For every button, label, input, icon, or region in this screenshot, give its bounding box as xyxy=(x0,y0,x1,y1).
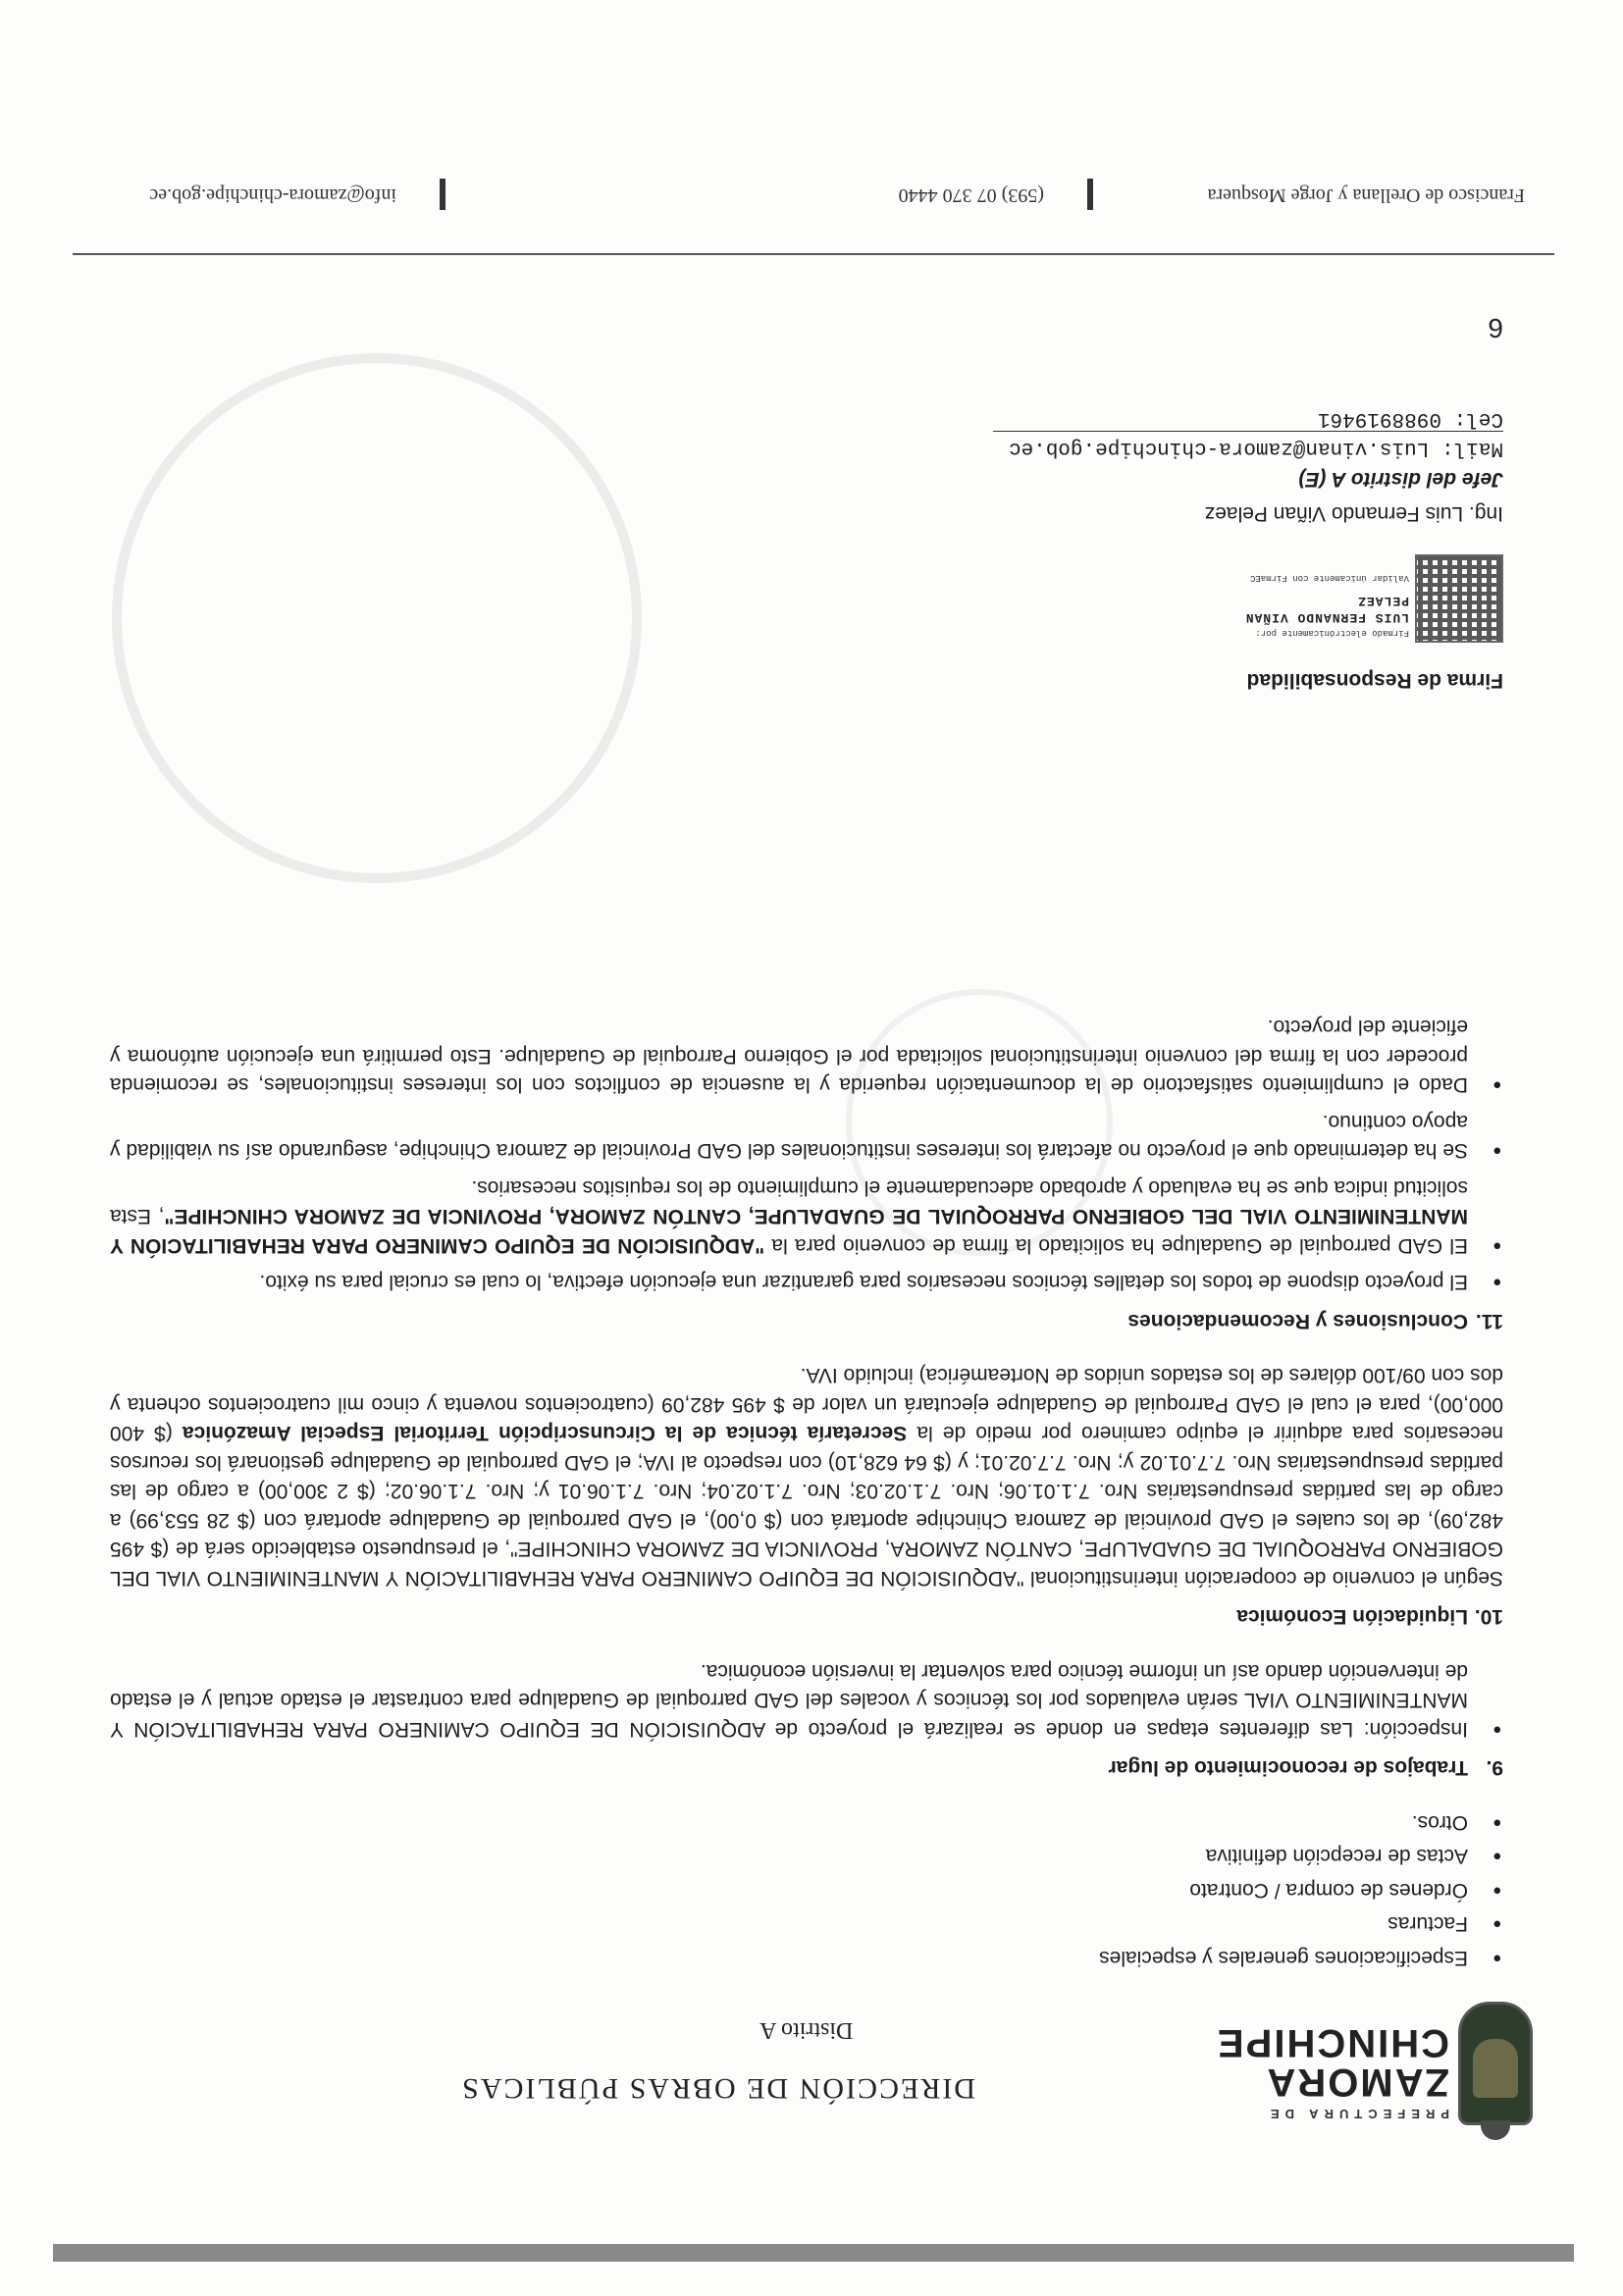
paragraph-text: ($ 400 000,00), para el cual el GAD Parroquial de Guadalupe ejecutará un valor de $ 495 482,09 (cuatrocientos noventa y cinco mil cuatrocientos ochenta y dos con 09/100 dólares de los estados unidos de Norteamérica) incluido IVA. xyxy=(110,1364,1503,1445)
section-number: 10. xyxy=(1474,1605,1503,1629)
list-item: • El proyecto dispone de todos los detalles técnicos necesarios para garantizar una ejecución efectiva, lo cual es crucial para su éxito. xyxy=(110,1268,1503,1297)
footer-address: Francisco de Orellana y Jorge Mosquera xyxy=(1207,184,1525,206)
list-item: • Dado el cumplimiento satisfactorio de la documentación requerida y la ausencia de conflictos con los intereses institucionales, se recomienda proceder con la firma del convenio interinstitucional solicitada por el Gobierno Parroquial de Guadalupe. Esto permitirá una ejecución autónoma y eficiente del proyecto. xyxy=(110,1013,1503,1100)
logo-zamora-text: ZAMORA xyxy=(1265,2061,1449,2104)
section-11-heading xyxy=(110,1307,1503,1336)
footer-phone: (593) 07 370 4440 xyxy=(898,184,1044,206)
crest-top xyxy=(1481,2120,1510,2140)
footer-separator xyxy=(1087,179,1093,210)
document-body xyxy=(110,1005,1503,1972)
footer-divider xyxy=(73,253,1554,255)
documents-list xyxy=(110,1808,1503,1973)
section-number: 11. xyxy=(1475,1310,1503,1332)
signer-role: Jefe del distrito A (E) xyxy=(1298,468,1503,491)
signature-underline xyxy=(993,431,1503,432)
conclusions-list xyxy=(110,1013,1503,1297)
item-text: , Esta solicitud indica que se ha evaluado y aprobado adecuadamente el cumplimiento de los requisitos necesarios. xyxy=(110,1176,1468,1228)
department-title: DIRECCIÓN DE OBRAS PÚBLICAS xyxy=(460,2072,975,2105)
page-number: 6 xyxy=(1488,313,1503,343)
qr-validation-text: Validar únicamente con FirmaEC xyxy=(1249,573,1409,583)
list-item: • Órdenes de compra / Contrato xyxy=(110,1876,1503,1905)
prefectura-logo xyxy=(1160,1992,1533,2129)
signer-name: Ing. Luis Fernando Viñan Pelaez xyxy=(1204,502,1503,525)
district-subtitle: Distrito A xyxy=(759,2017,854,2043)
qr-code-icon xyxy=(1415,554,1503,643)
section-9-list xyxy=(110,1657,1503,1745)
section-title: Trabajos de reconocimiento de lugar xyxy=(1108,1756,1468,1780)
signer-phone: Cel: 0988919461 xyxy=(1317,407,1503,430)
list-item: • Otros. xyxy=(110,1808,1503,1838)
section-10-paragraph xyxy=(110,1361,1503,1592)
section-10-heading xyxy=(110,1602,1503,1632)
qr-signer-name: LUIS FERNANDO VIÑAN xyxy=(1244,610,1409,625)
section-number: 9. xyxy=(1486,1756,1503,1780)
paragraph-text: Según el convenio de cooperación interinstitucional "ADQUISICIÓN DE EQUIPO CAMINERO PARA REHABILITACIÓN Y MANTENIMIENTO VIAL DEL GOBIERNO PARROQUIAL DE GUADALUPE, CANTÓN ZAMORA, PROVINCIA DE ZAMORA CHINCHIPE", el presupuesto establecido será de ($ 495 482,09), de los cuales el GAD provincial de Zamora Chinchipe aportará con ($ 0,00), el GAD parroquial de Guadalupe aportará con ($ 28 553,99) a cargo de las partidas presupuestarias Nro. 7.1.01.06; Nro. 7.1.02.03; Nro. 7.1.02.04; Nro. 7.1.06.01 y; Nro. 7.1.06.02; ($ 2 300,00) a cargo de las partidas presupuestarias Nro. 7.7.01.02 y; Nro. 7.7.02.01; y ($ 64 628,10) con respecto al IVA; el GAD parroquial de Guadalupe gestionará los recursos necesarios para adquirir el equipo caminero por medio de la xyxy=(110,1422,1503,1590)
logo-chinchipe-text: CHINCHIPE xyxy=(1215,2021,1449,2064)
section-title: Conclusiones y Recomendaciones xyxy=(1127,1310,1468,1332)
list-item: • Facturas xyxy=(110,1909,1503,1939)
shield-center xyxy=(1473,2039,1518,2098)
list-item: • Inspección: Las diferentes etapas en donde se realizará el proyecto de ADQUISICIÓN DE EQUIPO CAMINERO PARA REHABILITACIÓN Y MANTENIMIENTO VIAL serán evaluados por los técnicos y vocales del GAD parroquial de Guadalupe para contrastar el estado actual y el estado de intervención dando así un informe técnico para solventar la inversión económica. xyxy=(110,1657,1503,1745)
section-title: Liquidación Económica xyxy=(1236,1605,1468,1629)
watermark-seal xyxy=(112,353,642,883)
qr-caption: Firmado electrónicamente por: xyxy=(1255,628,1409,638)
footer-separator xyxy=(440,179,445,210)
logo-prefectura-text: PREFECTURA DE xyxy=(1264,2107,1449,2121)
list-item: • Especificaciones generales y especiales xyxy=(110,1944,1503,1973)
scan-edge-bar xyxy=(53,2244,1574,2262)
signature-heading: Firma de Responsabilidad xyxy=(1246,669,1503,692)
item-text: El GAD parroquial de Guadalupe ha solicitado la firma de convenio para la xyxy=(764,1234,1468,1257)
list-item: • Actas de recepción definitiva xyxy=(110,1842,1503,1871)
list-item xyxy=(110,1174,1503,1261)
list-item: • Se ha determinado que el proyecto no afectará los intereses institucionales del GAD Provincial de Zamora Chinchipe, asegurando así su viabilidad y apoyo continuo. xyxy=(110,1108,1503,1166)
footer-email: info@zamora-chinchipe.gob.ec xyxy=(149,184,396,206)
paragraph-bold-text: Secretaría técnica de la Circunscripción Territorial Especial Amazónica xyxy=(182,1422,908,1445)
coat-of-arms-icon xyxy=(1458,2002,1533,2125)
qr-signer-surname: PELAEZ xyxy=(1357,594,1409,608)
signer-email: Mail: Luis.vinan@zamora-chinchipe.gob.ec xyxy=(1008,437,1503,459)
item-bold-text: "ADQUISICIÓN DE EQUIPO CAMINERO PARA REHABILITACIÓN Y MANTENIMIENTO VIAL DEL GOBIERNO PARROQUIAL DE GUADALUPE, CANTÓN ZAMORA, PROVINCIA DE ZAMORA CHINCHIPE" xyxy=(110,1205,1468,1257)
section-9-heading xyxy=(110,1753,1503,1783)
